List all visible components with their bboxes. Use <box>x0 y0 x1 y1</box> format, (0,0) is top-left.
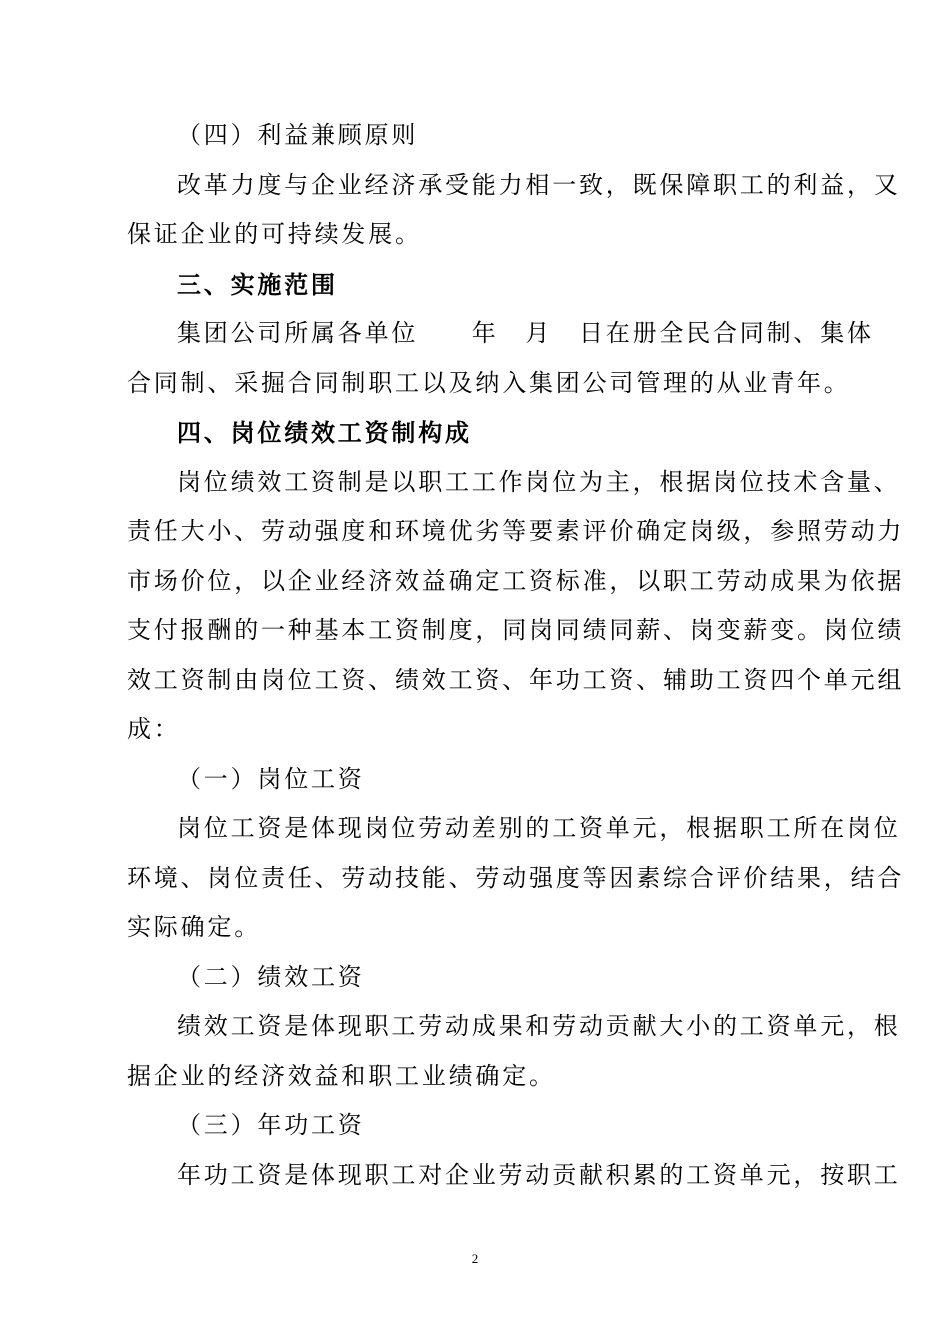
paragraph-line: 改革力度与企业经济承受能力相一致，既保障职工的利益，又 <box>177 170 901 199</box>
paragraph-line: 支付报酬的一种基本工资制度，同岗同绩同薪、岗变薪变。岗位绩 <box>127 616 905 644</box>
paragraph-line: 责任大小、劳动强度和环境优劣等要素评价确定岗级，参照劳动力 <box>127 517 905 545</box>
paragraph-line: 成： <box>127 715 181 743</box>
paragraph-line: 市场价位，以企业经济效益确定工资标准，以职工劳动成果为依据 <box>127 566 905 595</box>
paragraph-line: 集团公司所属各单位 年 月 日在册全民合同制、集体 <box>177 319 874 347</box>
paragraph-line: （三）年功工资 <box>177 1111 365 1139</box>
paragraph-line: 实际确定。 <box>127 913 261 941</box>
page-number: 2 <box>471 1251 479 1266</box>
paragraph-line: （二）绩效工资 <box>177 962 365 991</box>
paragraph-line: 岗位工资是体现岗位劳动差别的工资单元，根据职工所在岗位 <box>177 814 901 842</box>
paragraph-line: 保证企业的可持续发展。 <box>127 220 422 248</box>
paragraph-line: 据企业的经济效益和职工业绩确定。 <box>127 1061 556 1090</box>
section-heading-line: 四、岗位绩效工资制构成 <box>177 418 472 447</box>
paragraph-line: 环境、岗位责任、劳动技能、劳动强度等因素综合评价结果，结合 <box>127 863 905 892</box>
paragraph-line: 年功工资是体现职工对企业劳动贡献积累的工资单元，按职工 <box>177 1160 901 1189</box>
document-body <box>127 111 905 1200</box>
paragraph-line: 岗位绩效工资制是以职工工作岗位为主，根据岗位技术含量、 <box>177 467 901 496</box>
paragraph-line: （四）利益兼顾原则 <box>177 121 419 149</box>
section-heading-line: 三、实施范围 <box>177 269 338 299</box>
paragraph-line: （一）岗位工资 <box>177 764 365 793</box>
paragraph-line: 绩效工资是体现职工劳动成果和劳动贡献大小的工资单元，根 <box>177 1012 901 1040</box>
paragraph-line: 效工资制由岗位工资、绩效工资、年功工资、辅助工资四个单元组 <box>127 665 905 694</box>
paragraph-line: 合同制、采掘合同制职工以及纳入集团公司管理的从业青年。 <box>127 368 851 397</box>
